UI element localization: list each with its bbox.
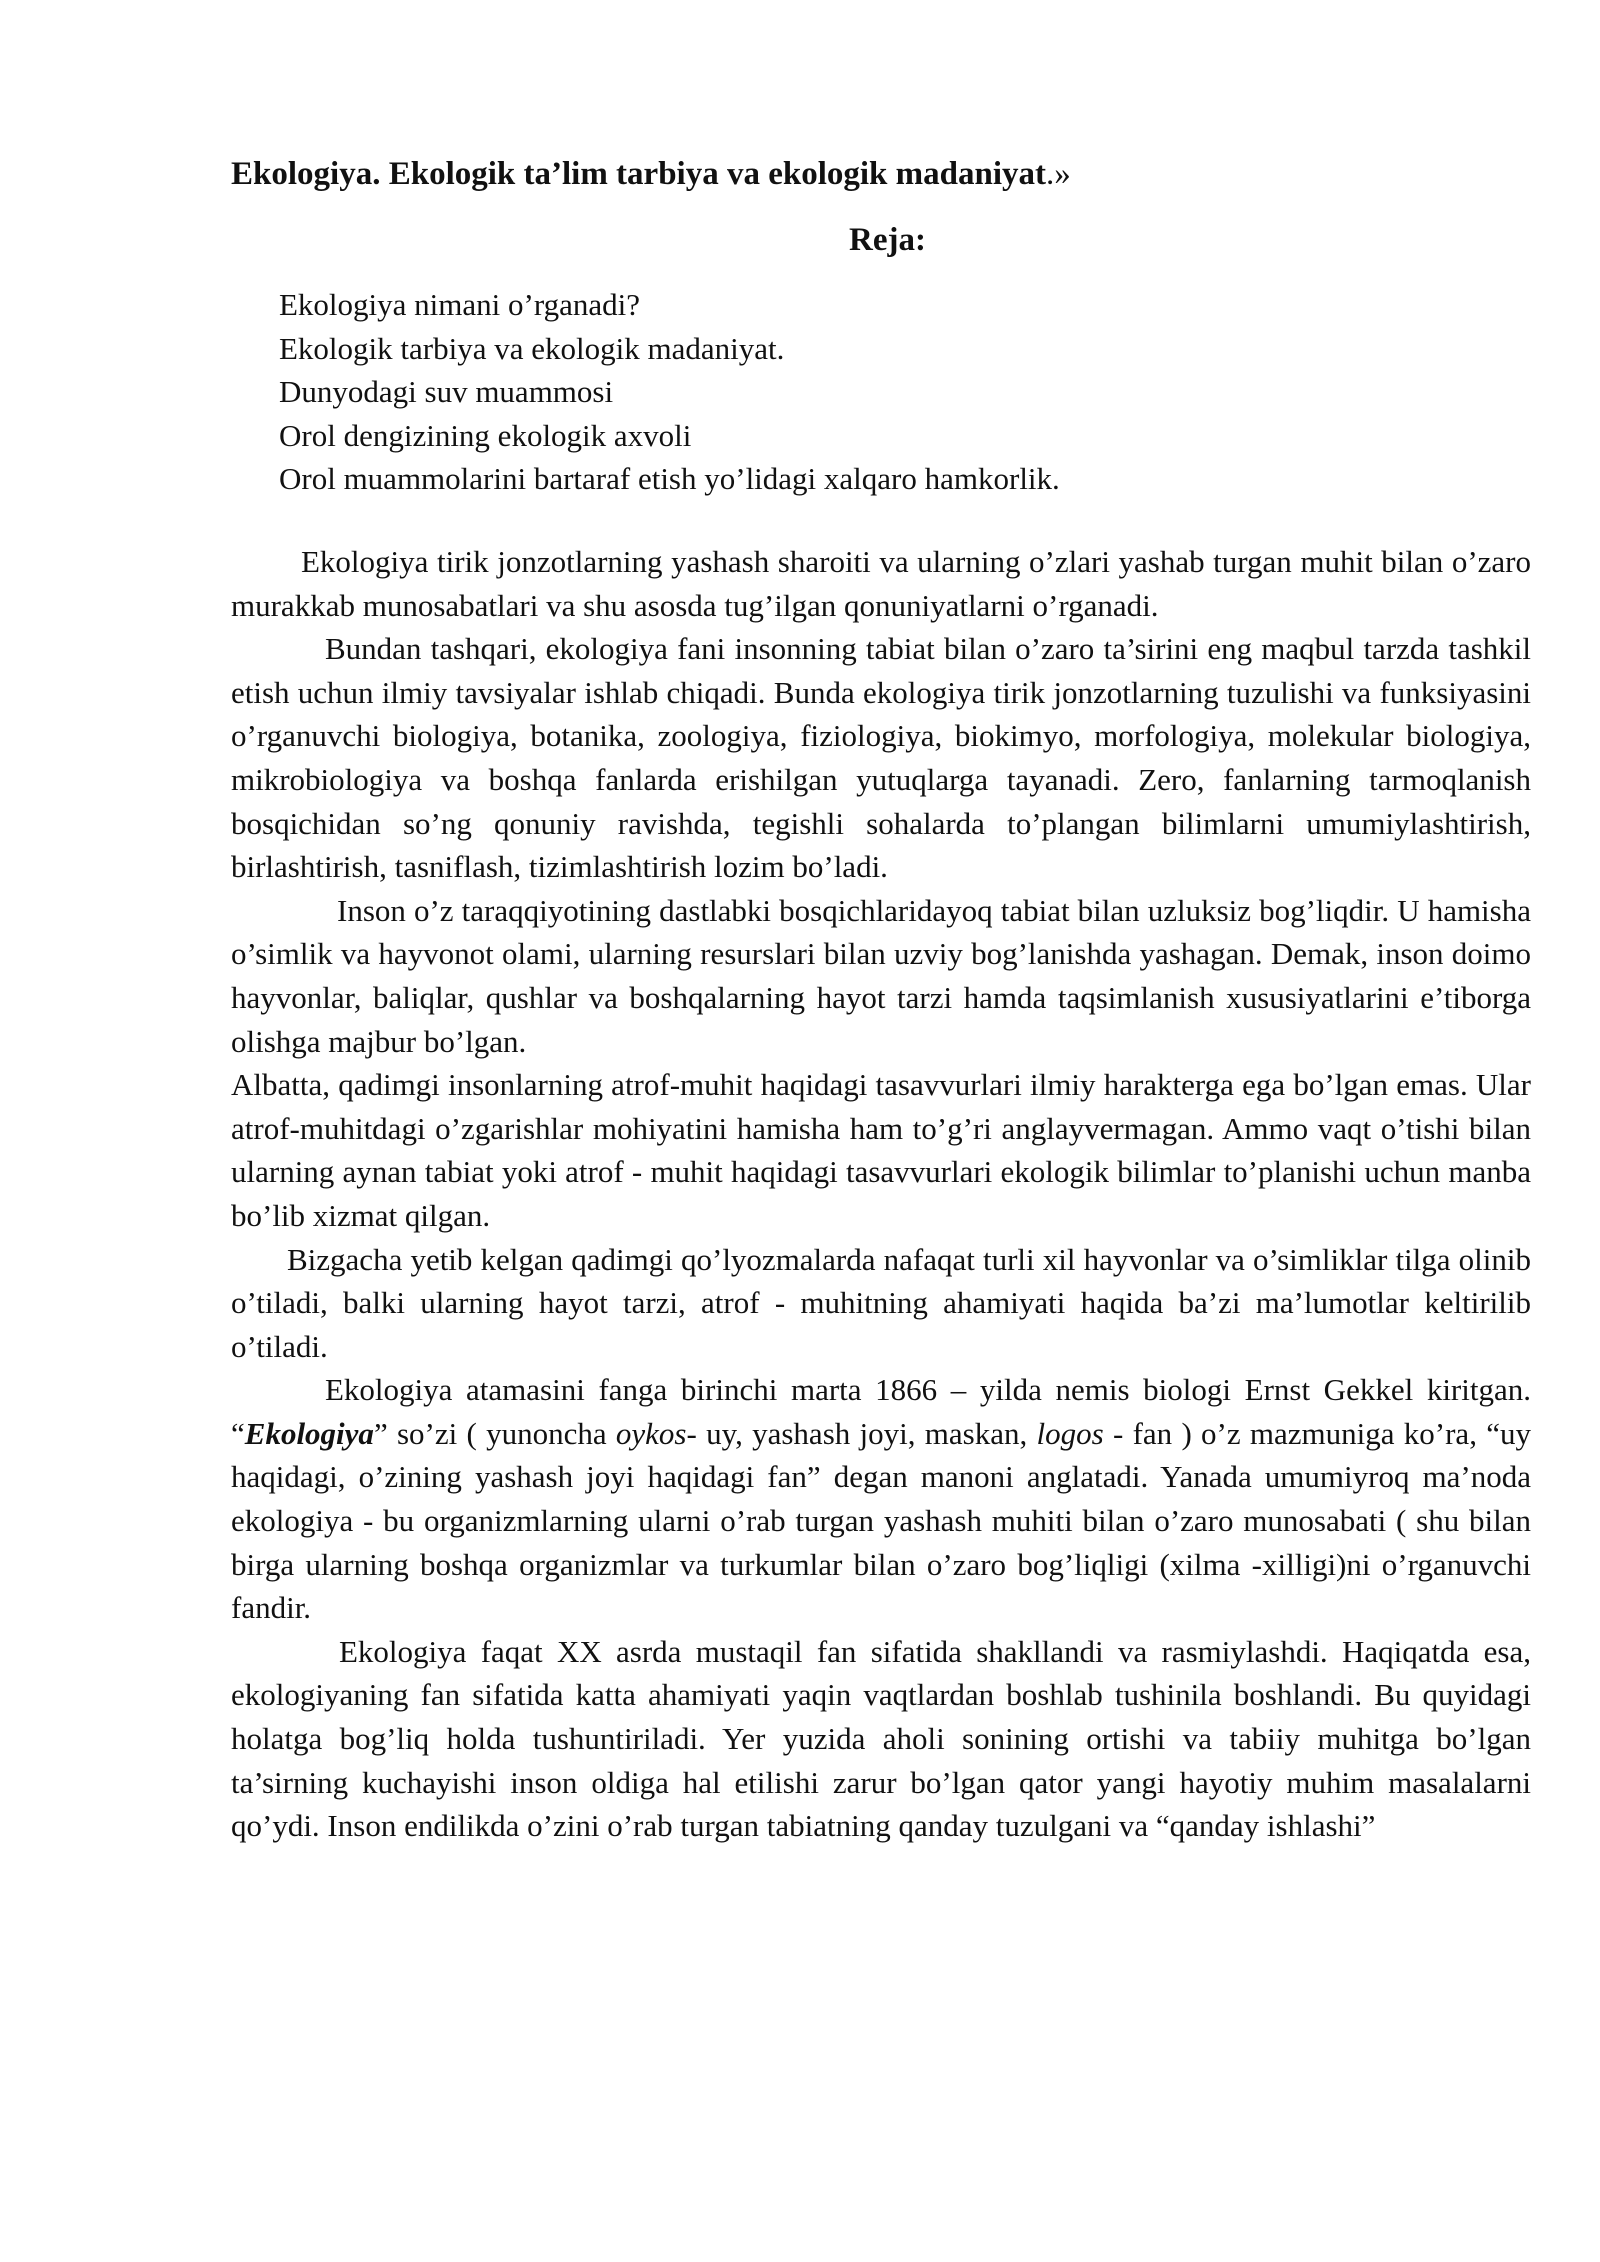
term-origin-text-c: - uy, yashash joyi, maskan, xyxy=(686,1415,1037,1451)
term-origin-text-d: - fan ) o’z mazmuniga ko’ra, “uy haqidagi, o’zining yashash joyi haqidagi fan” degan manoni anglatadi. Yanada umumiyroq ma’noda ekologiya - bu organizmlarning ularni o’rab turgan yashash muhiti bilan o’zaro munosabati ( shu bilan birga ularning boshqa organizmlar va turkumlar bilan o’zaro bog’liqligi (xilma -xilligi)ni o’rganuvchi fandir. xyxy=(231,1415,1531,1626)
document-title-text: Ekologiya. Ekologik ta’lim tarbiya va ekologik madaniyat xyxy=(231,156,1047,192)
plan-item: Orol muammolarini bartaraf etish yo’lidagi xalqaro hamkorlik. xyxy=(279,461,1060,496)
paragraph-term-origin xyxy=(231,1368,1531,1630)
document-title xyxy=(231,152,1391,196)
paragraph-ecology-science: Bundan tashqari, ekologiya fani insonning tabiat bilan o’zaro ta’sirini eng maqbul tarzda tashkil etish uchun ilmiy tavsiyalar ishlab chiqadi. Bunda ekologiya tirik jonzotlarning tuzulishi va funksiyasini o’rganuvchi biologiya, botanika, zoologiya, fiziologiya, biokimyo, morfologiya, molekular biologiya, mikrobiologiya va boshqa fanlarda erishilgan yutuqlarga tayanadi. Zero, fanlarning tarmoqlanish bosqichidan so’ng qonuniy ravishda, tegishli sohalarda to’plangan bilimlarni umumiylashtirish, birlashtirish, tasniflash, tizimlashtirish lozim bo’ladi. xyxy=(231,631,1531,885)
plan-item: Dunyodagi suv muammosi xyxy=(279,374,614,409)
paragraph-manuscripts: Bizgacha yetib kelgan qadimgi qo’lyozmalarda nafaqat turli xil hayvonlar va o’simliklar tilga olinib o’tiladi, balki ularning hayot tarzi, atrof - muhitning ahamiyati haqida ba’zi ma’lumotlar keltirilib o’tiladi. xyxy=(231,1241,1531,1364)
term-ekologiya: Ekologiya xyxy=(244,1415,374,1451)
paragraph-human-nature: Inson o’z taraqqiyotining dastlabki bosqichlaridayoq tabiat bilan uzluksiz bog’liqdir. U hamisha o’simlik va hayvonot olami, ularning resurslari bilan uzviy bog’lanishda yashagan. Demak, inson doimo hayvonlar, baliqlar, qushlar va boshqalarning hayot tarzi hamda taqsimlanish xususiyatlarini e’tiborga olishga majbur bo’lgan. xyxy=(231,892,1531,1059)
term-origin-text-b: ” so’zi ( yunoncha xyxy=(373,1415,616,1451)
document-body xyxy=(231,540,1531,1848)
plan-item: Ekologiya nimani o’rganadi? xyxy=(279,287,640,322)
term-oykos: oykos xyxy=(615,1415,687,1451)
term-logos: logos xyxy=(1036,1415,1104,1451)
plan-heading: Reja: xyxy=(849,222,926,258)
paragraph-ancient-views: Albatta, qadimgi insonlarning atrof-muhit haqidagi tasavvurlari ilmiy harakterga ega bo’lgan emas. Ular atrof-muhitdagi o’zgarishlar mohiyatini hamisha ham to’g’ri anglayvermagan. Ammo vaqt o’tishi bilan ularning aynan tabiat yoki atrof - muhit haqidagi tasavvurlari ekologik bilimlar to’planishi uchun manba bo’lib xizmat qilgan. xyxy=(231,1067,1531,1233)
plan-item: Orol dengizining ekologik axvoli xyxy=(279,417,692,453)
document-title-tail: .» xyxy=(1046,156,1071,192)
plan-item: Ekologik tarbiya va ekologik madaniyat. xyxy=(279,330,785,366)
paragraph-ecology-definition: Ekologiya tirik jonzotlarning yashash sharoiti va ularning o’zlari yashab turgan muhit bilan o’zaro murakkab munosabatlari va shu asosda tug’ilgan qonuniyatlarni o’rganadi. xyxy=(231,544,1531,623)
paragraph-twentieth-century: Ekologiya faqat XX asrda mustaqil fan sifatida shakllandi va rasmiylashdi. Haqiqatda esa, ekologiyaning fan sifatida katta ahamiyati yaqin vaqtlardan boshlab tushinila boshlandi. Bu quyidagi holatga bog’liq holda tushuntiriladi. Yer yuzida aholi sonining ortishi va tabiiy muhitga bo’lgan ta’sirning kuchayishi inson oldiga hal etilishi zarur bo’lgan qator yangi hayotiy muhim masalalarni qo’ydi. Inson endilikda o’zini o’rab turgan tabiatning qanday tuzulgani va “qanday ishlashi” xyxy=(231,1633,1531,1844)
term-origin-text-a: Ekologiya atamasini fanga birinchi marta 1866 – yilda nemis biologi Ernst Gekkel kiritgan. “ xyxy=(231,1372,1531,1451)
plan-list xyxy=(279,283,1479,501)
